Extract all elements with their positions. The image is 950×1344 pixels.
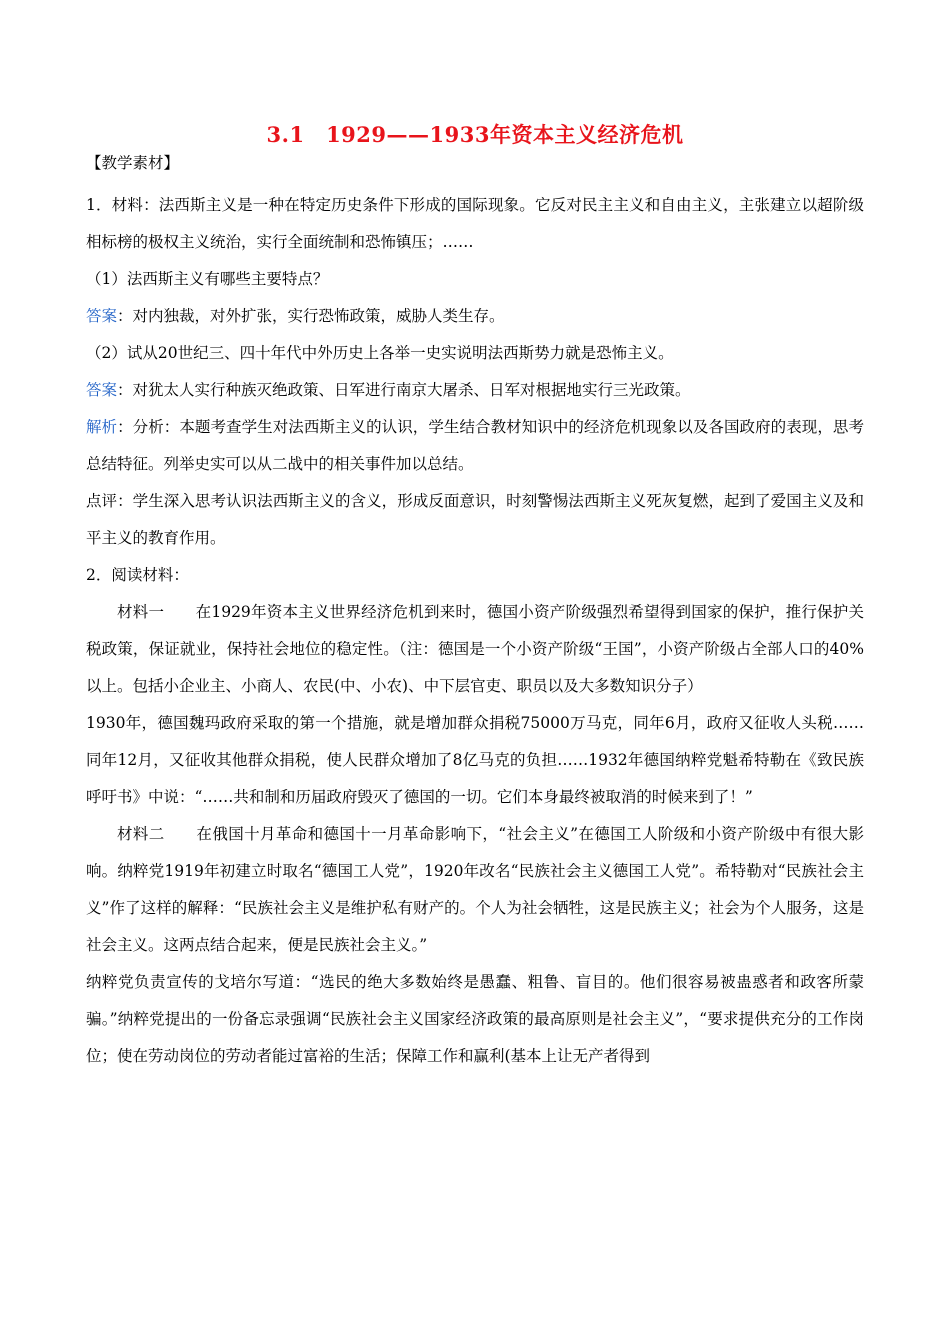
answer-label: 答案	[86, 381, 118, 399]
q1-analysis	[86, 409, 864, 483]
page-title: 3.1 1929——1933年资本主义经济危机	[266, 122, 684, 147]
analysis-label: 解析	[86, 418, 118, 436]
q2-material1: 材料一 在1929年资本主义世界经济危机到来时，德国小资产阶级强烈希望得到国家的保护，推行保护关税政策，保证就业，保持社会地位的稳定性。（注：德国是一个小资产阶级“王国”，小资产阶级占全部人口的40%以上。包括小企业主、小商人、农民(中、小农)、中下层官吏、职员以及大多数知识分子）	[86, 603, 864, 695]
answer1-text: ：对内独裁，对外扩张，实行恐怖政策，威胁人类生存。	[117, 307, 505, 325]
q1-comment: 点评：学生深入思考认识法西斯主义的含义，形成反面意识，时刻警惕法西斯主义死灰复燃，起到了爱国主义及和平主义的教育作用。	[86, 492, 864, 547]
answer-label: 答案	[86, 307, 118, 325]
q1-material: 1．材料：法西斯主义是一种在特定历史条件下形成的国际现象。它反对民主主义和自由主义，主张建立以超阶级相标榜的极权主义统治，实行全面统制和恐怖镇压；……	[86, 196, 864, 251]
q2-heading: 2．阅读材料：	[86, 566, 189, 584]
document-page	[86, 120, 864, 1075]
q1-sub1: （1）法西斯主义有哪些主要特点？	[86, 270, 329, 288]
q2-material2: 材料二 在俄国十月革命和德国十一月革命影响下，“社会主义”在德国工人阶级和小资产阶级中有很大影响。纳粹党1919年初建立时取名“德国工人党”，1920年改名“民族社会主义德国工人党”。希特勒对“民族社会主义”作了这样的解释：“民族社会主义是维护私有财产的。个人为社会牺牲，这是民族主义；社会为个人服务，这是社会主义。这两点结合起来，便是民族社会主义。”	[86, 825, 864, 954]
q2-material1-cont: 1930年，德国魏玛政府采取的第一个措施，就是增加群众捐税75000万马克，同年6月，政府又征收人头税……同年12月，又征收其他群众捐税，使人民群众增加了8亿马克的负担……1932年德国纳粹党魁希特勒在《致民族呼吁书》中说：“……共和制和历届政府毁灭了德国的一切。它们本身最终被取消的时候来到了！”	[86, 714, 864, 806]
q1-answer2	[86, 372, 864, 409]
analysis-text: ：分析：本题考查学生对法西斯主义的认识，学生结合教材知识中的经济危机现象以及各国政府的表现，思考总结特征。列举史实可以从二战中的相关事件加以总结。	[86, 418, 864, 473]
section-label: 【教学素材】	[86, 154, 180, 172]
answer2-text: ：对犹太人实行种族灭绝政策、日军进行南京大屠杀、日军对根据地实行三光政策。	[117, 381, 691, 399]
q1-answer1	[86, 298, 864, 335]
q1-sub2: （2）试从20世纪三、四十年代中外历史上各举一史实说明法西斯势力就是恐怖主义。	[86, 344, 674, 362]
q2-material2-cont: 纳粹党负责宣传的戈培尔写道：“选民的绝大多数始终是愚蠢、粗鲁、盲目的。他们很容易被蛊惑者和政客所蒙骗。”纳粹党提出的一份备忘录强调“民族社会主义国家经济政策的最高原则是社会主义”，“要求提供充分的工作岗位；使在劳动岗位的劳动者能过富裕的生活；保障工作和赢利(基本上让无产者得到	[86, 973, 864, 1065]
